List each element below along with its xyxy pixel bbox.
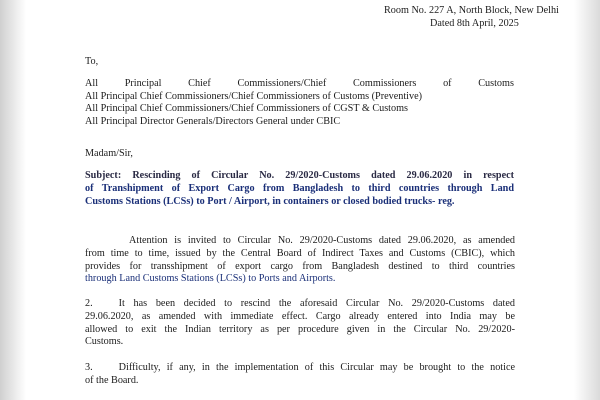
page-shadow-right [574, 0, 600, 400]
paragraph-1 [85, 235, 515, 286]
subject-prefix: Subject: [85, 170, 122, 181]
to-label: To, [85, 56, 99, 67]
addressee-text: All Principal Chief Commissioners/Chief Commissioners of CGST & Customs [85, 103, 408, 115]
addressee-line-4 [85, 116, 514, 129]
office-address-block [384, 5, 559, 31]
paragraph-1-line-2: from time to time, issued by the Central Board of Indirect Taxes and Customs (CBIC), which [85, 247, 515, 259]
salutation: Madam/Sir, [85, 148, 133, 159]
addressee-word: Principal [124, 78, 162, 89]
addressee-word: Commissioners [353, 78, 417, 89]
addressee-line-2 [85, 91, 514, 104]
paragraph-3-line-2: of the Board. [85, 374, 139, 386]
addressee-word: Customs [478, 78, 514, 89]
addressee-word: Chief [188, 78, 211, 89]
subject-line-2: of Transhipment of Export Cargo from Bangladesh to third countries through Land [85, 182, 514, 194]
addressee-word: All [85, 78, 99, 89]
addressee-text: All Principal Director Generals/Directors General under CBIC [85, 115, 341, 127]
paragraph-text: It has been decided to rescind the aforesaid Circular No. 29/2020-Customs dated [118, 298, 515, 309]
addressee-line-3 [85, 103, 514, 116]
paragraph-number: 2. [85, 298, 93, 309]
paragraph-1-line-3: provides for transshipment of export cargo from Bangladesh destined to third countries [85, 260, 515, 272]
paragraph-2-line-4: Customs. [85, 336, 124, 348]
subject-block [85, 170, 514, 208]
document-date: Dated 8th April, 2025 [430, 17, 519, 29]
paragraph-2-line-1 [85, 298, 515, 311]
paragraph-number: 3. [85, 362, 93, 373]
addressee-word: of [443, 78, 452, 89]
addressee-text: All Principal Chief Commissioners/Chief Commissioners of Customs (Preventive) [85, 90, 423, 102]
subject-line-3: Customs Stations (LCSs) to Port / Airport, in containers or closed bodied trucks- reg. [85, 195, 455, 207]
paragraph-text: Difficulty, if any, in the implementation of this Circular may be brought to the notice [118, 362, 515, 373]
addressee-word: Commissioners/Chief [237, 78, 327, 89]
paragraph-text: Attention is invited to Circular No. 29/2020-Customs dated 29.06.2020, as amended [129, 235, 515, 246]
subject-line-1 [85, 170, 514, 183]
office-address: Room No. 227 A, North Block, New Delhi [384, 5, 559, 16]
paragraph-3 [85, 362, 515, 388]
paragraph-2-line-2: 29.06.2020, as amended with immediate effect. Cargo already entered into India may be [85, 310, 515, 322]
paragraph-3-line-1 [85, 362, 515, 375]
paragraph-2-line-3: allowed to exit the Indian territory as per procedure given in the Circular No. 29/2020- [85, 323, 515, 335]
addressee-line-1 [85, 78, 514, 91]
addressee-list [85, 78, 514, 128]
subject-text: Rescinding of Circular No. 29/2020-Customs dated 29.06.2020 in respect [132, 170, 515, 181]
paragraph-2 [85, 298, 515, 349]
paragraph-1-line-4: through Land Customs Stations (LCSs) to Ports and Airports. [85, 273, 336, 285]
paragraph-1-line-1 [85, 235, 515, 248]
page-shadow-left [0, 0, 26, 400]
